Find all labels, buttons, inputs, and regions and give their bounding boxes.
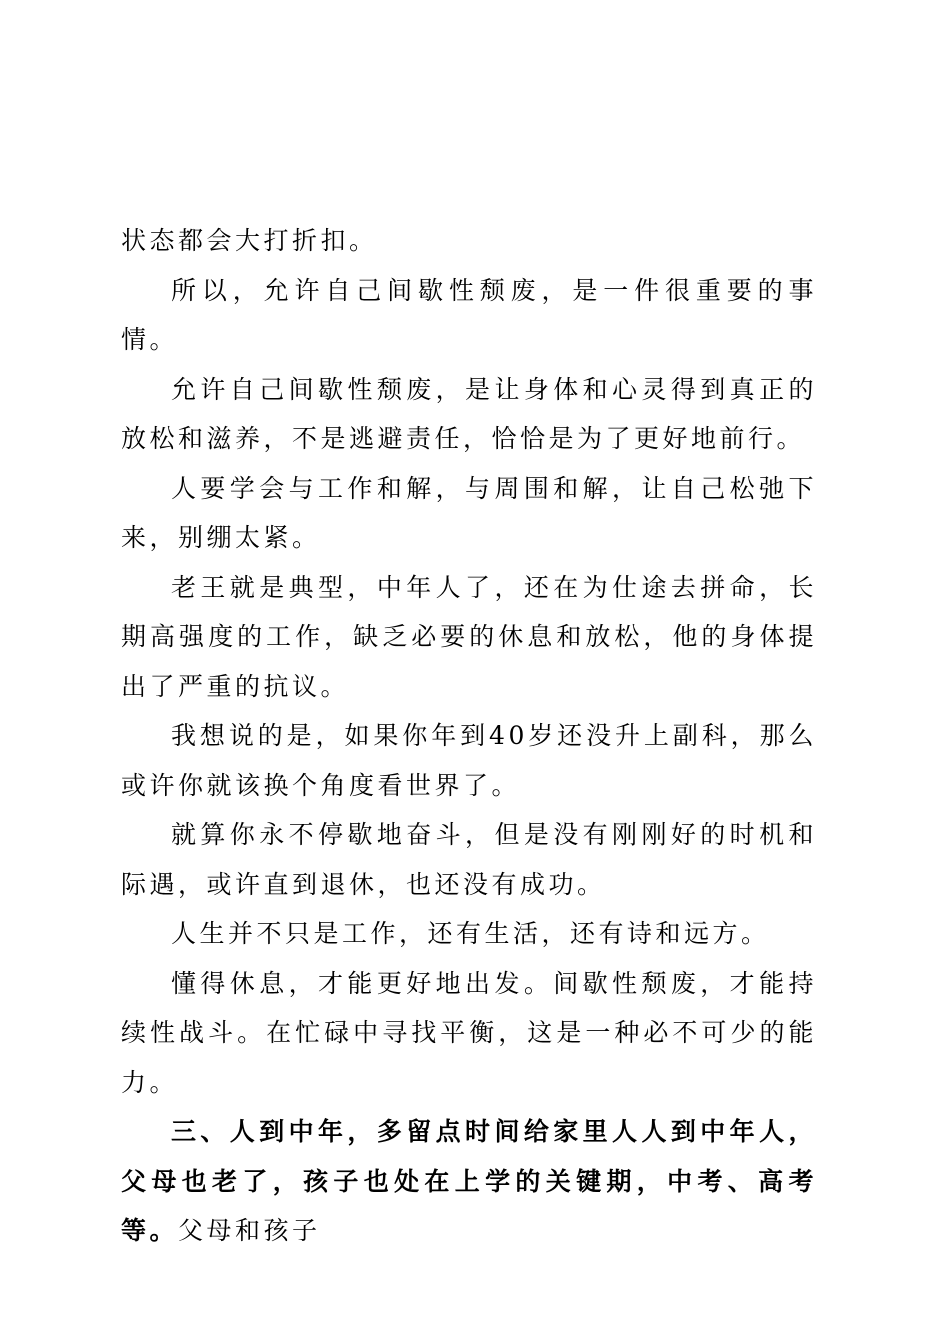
section-heading-tail: 父母和孩子 [178, 1216, 321, 1245]
paragraph: 人要学会与工作和解，与周围和解，让自己松弛下来，别绷太紧。 [121, 473, 817, 552]
section-heading-paragraph [121, 1107, 817, 1256]
paragraph: 我想说的是，如果你年到40岁还没升上副科，那么或许你就该换个角度看世界了。 [121, 721, 817, 800]
paragraph: 懂得休息，才能更好地出发。间歇性颓废，才能持续性战斗。在忙碌中寻找平衡，这是一种必不可少的能力。 [121, 968, 817, 1097]
paragraph-continuation: 状态都会大打折扣。 [121, 226, 378, 255]
paragraph: 允许自己间歇性颓废，是让身体和心灵得到真正的放松和滋养，不是逃避责任，恰恰是为了更好地前行。 [121, 374, 817, 453]
paragraph: 人生并不只是工作，还有生活，还有诗和远方。 [171, 919, 770, 948]
section-heading: 三、人到中年，多留点时间给家里人人到中年人，父母也老了，孩子也处在上学的关键期，中考、高考等。 [121, 1117, 817, 1245]
paragraph: 所以，允许自己间歇性颓废，是一件很重要的事情。 [121, 275, 817, 354]
paragraph: 就算你永不停歇地奋斗，但是没有刚刚好的时机和际遇，或许直到退休，也还没有成功。 [121, 820, 817, 899]
paragraph: 老王就是典型，中年人了，还在为仕途去拼命，长期高强度的工作，缺乏必要的休息和放松，他的身体提出了严重的抗议。 [121, 572, 817, 701]
document-body [121, 216, 817, 1256]
